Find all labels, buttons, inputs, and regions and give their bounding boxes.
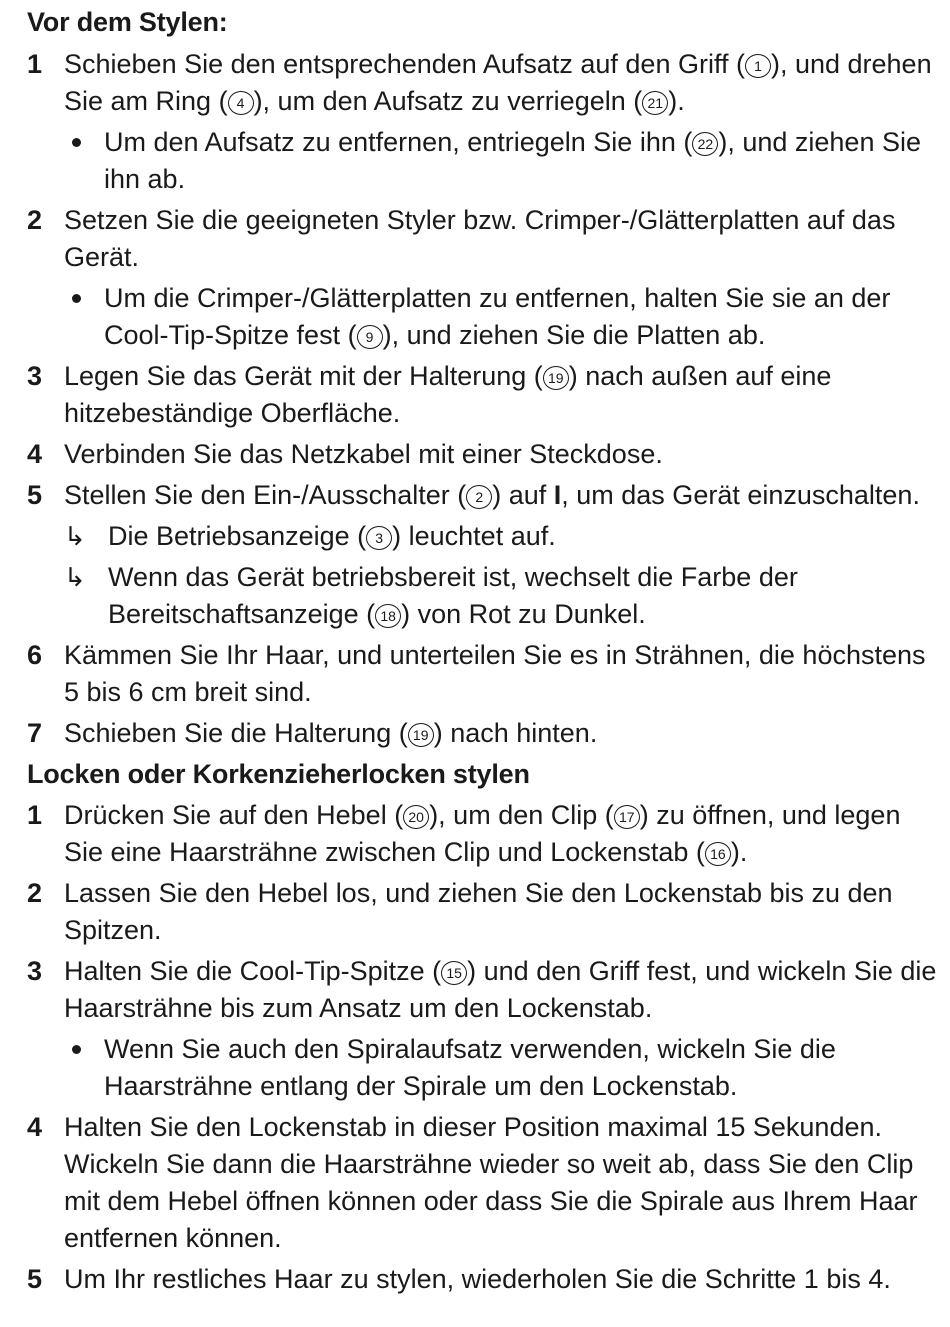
result-arrow-icon: ↳ [64, 521, 86, 551]
bullet-note [27, 280, 940, 354]
step-text: ), um den Aufsatz zu verriegeln ( [253, 86, 643, 116]
curl-step-2 [27, 875, 940, 949]
step-text: Lassen Sie den Hebel los, und ziehen Sie den Lockenstab bis zu den Spitzen. [64, 878, 893, 945]
bullet-text: Wenn Sie auch den Spiralaufsatz verwenden, wickeln Sie die Haarsträhne entlang der Spirale um den Lockenstab. [104, 1034, 836, 1101]
step-text: Legen Sie das Gerät mit der Halterung ( [64, 361, 543, 391]
callout-number: 22 [692, 132, 718, 156]
callout-number: 19 [543, 366, 569, 390]
step-number: 6 [27, 640, 43, 670]
result-text: Wenn das Gerät betriebsbereit ist, wechselt die Farbe der Bereitschaftsanzeige ( [108, 562, 798, 629]
step-text: ) auf [492, 480, 554, 510]
step-6 [27, 637, 940, 711]
curl-step-4 [27, 1109, 940, 1257]
section-heading-before-styling: Vor dem Stylen: [27, 7, 228, 37]
result-text: ) von Rot zu Dunkel. [401, 599, 646, 629]
step-text: ) nach hinten. [433, 718, 598, 748]
step-2 [27, 202, 940, 276]
step-text: Stellen Sie den Ein-/Ausschalter ( [64, 480, 467, 510]
callout-number: 18 [375, 604, 401, 628]
step-text: ), und drehen Sie am Ring ( [64, 49, 932, 116]
curl-step-5 [27, 1261, 940, 1298]
bullet-text: ), und ziehen Sie die Platten ab. [382, 320, 766, 350]
callout-number: 17 [614, 805, 640, 829]
step-number: 4 [27, 1112, 43, 1142]
result-text: Die Betriebsanzeige ( [108, 521, 367, 551]
callout-number: 16 [705, 842, 731, 866]
step-text: Um Ihr restliches Haar zu stylen, wiederholen Sie die Schritte 1 bis 4. [64, 1264, 891, 1294]
bullet-text: ), und ziehen Sie ihn ab. [104, 127, 921, 194]
section-heading-curls: Locken oder Korkenzieherlocken stylen [27, 759, 530, 789]
result-note [27, 559, 940, 633]
step-text: Halten Sie die Cool-Tip-Spitze ( [64, 956, 442, 986]
curl-step-3 [27, 953, 940, 1027]
step-text: Schieben Sie den entsprechenden Aufsatz auf den Griff ( [64, 49, 745, 79]
bullet-text: Um den Aufsatz zu entfernen, entriegeln Sie ihn ( [104, 127, 693, 157]
step-text: ). [668, 86, 685, 116]
step-text: ), um den Clip ( [429, 800, 614, 830]
step-number: 4 [27, 439, 43, 469]
result-arrow-icon: ↳ [64, 562, 86, 592]
callout-number: 3 [366, 526, 392, 550]
callout-number: 21 [642, 91, 668, 115]
step-text: Drücken Sie auf den Hebel ( [64, 800, 404, 830]
step-text: ) nach außen auf eine hitzebeständige Oberfläche. [64, 361, 832, 428]
step-text: Setzen Sie die geeigneten Styler bzw. Crimper-/Glätterplatten auf das Gerät. [64, 205, 896, 272]
callout-number: 20 [403, 805, 429, 829]
callout-number: 15 [441, 961, 467, 985]
step-number: 5 [27, 1264, 43, 1294]
step-3 [27, 358, 940, 432]
step-number: 1 [27, 800, 43, 830]
step-text: Kämmen Sie Ihr Haar, und unterteilen Sie es in Strähnen, die höchstens 5 bis 6 cm breit sind. [64, 640, 926, 707]
bullet-icon [72, 294, 81, 303]
step-number: 1 [27, 49, 43, 79]
result-text: ) leuchtet auf. [392, 521, 556, 551]
bullet-note [27, 124, 940, 198]
bullet-text: Um die Crimper-/Glätterplatten zu entfernen, halten Sie sie an der Cool-Tip-Spitze fest ( [104, 283, 891, 350]
step-4 [27, 436, 940, 473]
switch-position-label: I [553, 480, 562, 510]
step-number: 7 [27, 718, 43, 748]
step-text: , um das Gerät einzuschalten. [561, 480, 920, 510]
step-text: Verbinden Sie das Netzkabel mit einer Steckdose. [64, 439, 663, 469]
step-7 [27, 715, 940, 752]
step-number: 5 [27, 480, 43, 510]
step-number: 3 [27, 361, 43, 391]
callout-number: 4 [228, 91, 254, 115]
result-note [27, 518, 940, 555]
step-1 [27, 46, 940, 120]
step-text: ). [730, 837, 748, 867]
step-text: ) zu öffnen, und legen Sie eine Haarsträhne zwischen Clip und Lockenstab ( [64, 800, 901, 867]
step-number: 2 [27, 878, 43, 908]
bullet-note [27, 1031, 940, 1105]
curl-step-1 [27, 797, 940, 871]
callout-number: 2 [466, 485, 492, 509]
bullet-icon [72, 1045, 81, 1054]
bullet-icon [72, 138, 81, 147]
step-text: Schieben Sie die Halterung ( [64, 718, 408, 748]
step-number: 3 [27, 956, 43, 986]
step-5 [27, 477, 940, 514]
step-number: 2 [27, 205, 43, 235]
callout-number: 1 [745, 54, 771, 78]
callout-number: 19 [408, 723, 434, 747]
step-text: ) und den Griff fest, und wickeln Sie die Haarsträhne bis zum Ansatz um den Lockenstab. [64, 956, 937, 1023]
step-text: Halten Sie den Lockenstab in dieser Position maximal 15 Sekunden. Wickeln Sie dann die Haarsträhne wieder so weit ab, dass Sie den Clip mit dem Hebel öffnen können oder dass Sie die Spirale aus Ihrem Haar entfernen können. [64, 1112, 918, 1253]
callout-number: 9 [357, 325, 383, 349]
